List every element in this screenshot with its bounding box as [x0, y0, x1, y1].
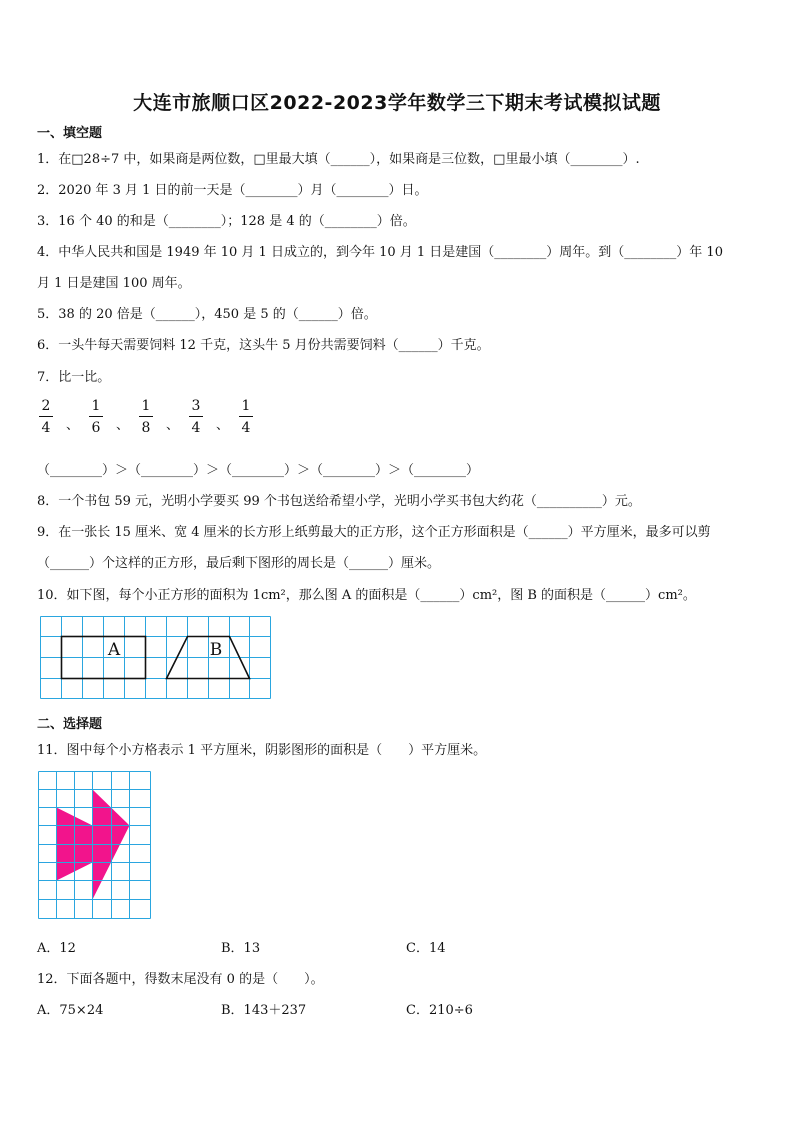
- figure-11-grid: [38, 771, 152, 921]
- question-2: 2．2020 年 3 月 1 日的前一天是（________）月（________）日。: [37, 183, 428, 198]
- question-7: 7．比一比。: [37, 370, 111, 385]
- fraction-2-numerator: 1: [91, 398, 101, 414]
- fraction-4-numerator: 3: [191, 398, 201, 414]
- fraction-3: [136, 398, 156, 436]
- fraction-separator: 、: [166, 418, 180, 433]
- q12-option-b[interactable]: B．143＋237: [221, 1003, 307, 1018]
- q11-option-a[interactable]: A．12: [37, 941, 76, 956]
- question-11: 11．图中每个小方格表示 1 平方厘米，阴影图形的面积是（ ）平方厘米。: [37, 743, 487, 758]
- shape-b-label: B: [209, 640, 223, 660]
- fraction-separator: 、: [216, 418, 230, 433]
- fraction-separator: 、: [116, 418, 130, 433]
- fraction-4: [186, 398, 206, 436]
- fraction-3-denominator: 8: [141, 420, 151, 436]
- fraction-4-denominator: 4: [191, 420, 201, 436]
- page-title: 大连市旅顺口区2022-2023学年数学三下期末考试模拟试题: [133, 92, 661, 114]
- fraction-3-numerator: 1: [141, 398, 151, 414]
- question-7-ordering: （________）＞（________）＞（________）＞（________）＞（________）: [37, 463, 480, 478]
- fraction-2: [86, 398, 106, 436]
- fraction-2-denominator: 6: [91, 420, 101, 436]
- fraction-separator: 、: [66, 418, 80, 433]
- question-5: 5．38 的 20 倍是（______），450 是 5 的（______）倍。: [37, 307, 377, 322]
- q12-option-c[interactable]: C．210÷6: [406, 1003, 473, 1018]
- fraction-1: [36, 398, 56, 436]
- fraction-1-denominator: 4: [41, 420, 51, 436]
- question-9-line1: 9．在一张长 15 厘米、宽 4 厘米的长方形上纸剪最大的正方形，这个正方形面积是（______）平方厘米，最多可以剪: [37, 525, 711, 540]
- question-4-line1: 4．中华人民共和国是 1949 年 10 月 1 日成立的，到今年 10 月 1 日是建国（________）周年。到（________）年 10: [37, 245, 723, 260]
- question-10: 10．如下图，每个小正方形的面积为 1cm²，那么图 A 的面积是（______）cm²，图 B 的面积是（______）cm²。: [37, 588, 696, 603]
- fraction-5-denominator: 4: [241, 420, 251, 436]
- question-1: 1．在□28÷7 中，如果商是两位数，□里最大填（______），如果商是三位数，□里最小填（________）.: [37, 152, 640, 167]
- fraction-5: [236, 398, 256, 436]
- question-12: 12．下面各题中，得数末尾没有 0 的是（ ）。: [37, 972, 324, 987]
- question-8: 8．一个书包 59 元，光明小学要买 99 个书包送给希望小学，光明小学买书包大约花（__________）元。: [37, 494, 641, 509]
- section-choice: 二、选择题: [37, 717, 103, 732]
- fraction-1-numerator: 2: [41, 398, 51, 414]
- grid-lines: [41, 617, 271, 699]
- q11-option-b[interactable]: B．13: [221, 941, 261, 956]
- shape-a-label: A: [107, 640, 121, 660]
- question-3: 3．16 个 40 的和是（________）；128 是 4 的（________）倍。: [37, 214, 416, 229]
- section-fill-blank: 一、填空题: [37, 126, 103, 141]
- figure-10-grid: [40, 616, 272, 700]
- question-9-line2: （______）个这样的正方形，最后剩下图形的周长是（______）厘米。: [37, 556, 441, 571]
- fraction-5-numerator: 1: [241, 398, 251, 414]
- q11-option-c[interactable]: C．14: [406, 941, 446, 956]
- question-6: 6．一头牛每天需要饲料 12 千克，这头牛 5 月份共需要饲料（______）千克。: [37, 338, 490, 353]
- q12-option-a[interactable]: A．75×24: [37, 1003, 104, 1018]
- question-4-line2: 月 1 日是建国 100 周年。: [37, 276, 191, 291]
